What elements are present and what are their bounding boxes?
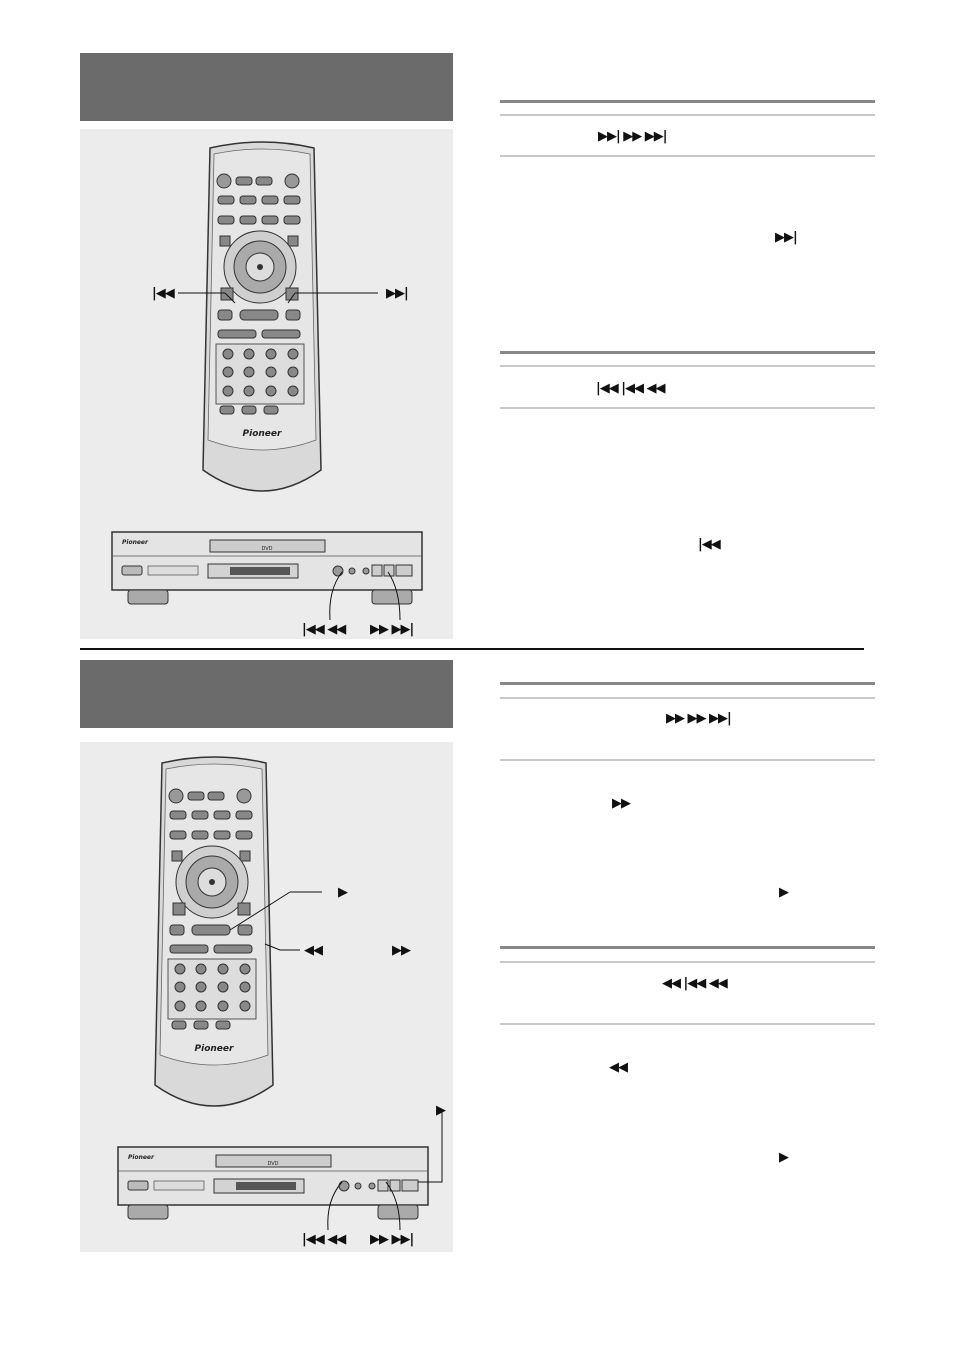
player-brand-logo: Pioneer [128, 1154, 154, 1161]
remote-play-label: ▶ [338, 885, 347, 900]
remote-brand-logo: Pioneer [242, 429, 282, 439]
remote-prev-label: |◀◀ [152, 286, 174, 301]
scan-reverse-play-symbol: ▶ [779, 1150, 788, 1165]
heading-rule-top [500, 351, 875, 354]
player-callout-lines [300, 570, 430, 630]
heading-rule-top [500, 682, 875, 685]
player-disc-logo: DVD [261, 546, 273, 552]
remote-fwd-label: ▶▶ [392, 943, 410, 958]
heading-rule-bottom [500, 155, 875, 157]
heading-rule [500, 961, 875, 963]
skip-prev-body-symbol: |◀◀ [698, 537, 720, 552]
player-play-label: ▶ [436, 1103, 445, 1118]
skip-next-heading-symbols: ▶▶| ▶▶ ▶▶| [598, 129, 667, 144]
heading-rule-top [500, 100, 875, 103]
heading-rule-bottom [500, 1023, 875, 1025]
scan-forward-body-symbol: ▶▶ [612, 796, 630, 811]
skip-next-body-symbol: ▶▶| [775, 230, 797, 245]
heading-rule [500, 365, 875, 367]
player-brand-logo: Pioneer [122, 539, 148, 546]
section2-title-bar [80, 660, 453, 728]
scan-reverse-body-symbol: ◀◀ [609, 1060, 627, 1075]
player-disc-logo: DVD [267, 1161, 279, 1167]
heading-rule-bottom [500, 407, 875, 409]
remote-brand-logo: Pioneer [194, 1044, 234, 1054]
player-prev-label: |◀◀ ◀◀ [302, 1232, 346, 1247]
remote-control-illustration [200, 140, 324, 502]
player-callout-lines [300, 1110, 450, 1240]
heading-rule [500, 697, 875, 699]
scan-forward-heading-symbols: ▶▶ ▶▶ ▶▶| [666, 711, 731, 726]
player-next-label: ▶▶ ▶▶| [370, 622, 414, 637]
heading-rule [500, 114, 875, 116]
heading-rule-top [500, 946, 875, 949]
player-prev-label: |◀◀ ◀◀ [302, 622, 346, 637]
section1-title-bar [80, 53, 453, 121]
remote-next-label: ▶▶| [386, 286, 408, 301]
section-divider [80, 648, 864, 650]
player-next-label: ▶▶ ▶▶| [370, 1232, 414, 1247]
skip-prev-heading-symbols: |◀◀ |◀◀ ◀◀ [596, 381, 665, 396]
remote-rev-label: ◀◀ [304, 943, 322, 958]
remote-callout-lines [170, 280, 390, 310]
scan-reverse-heading-symbols: ◀◀ |◀◀ ◀◀ [662, 976, 727, 991]
scan-forward-play-symbol: ▶ [779, 885, 788, 900]
heading-rule-bottom [500, 759, 875, 761]
